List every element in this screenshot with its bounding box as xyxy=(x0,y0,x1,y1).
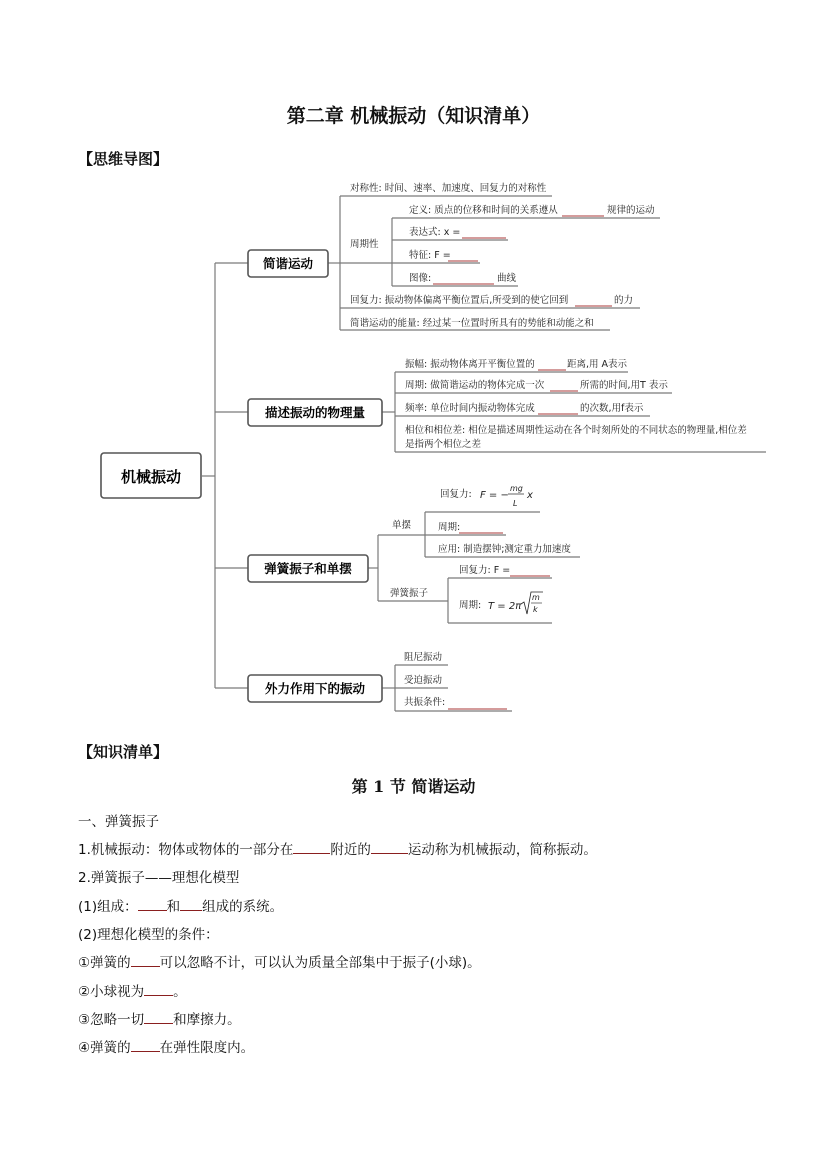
spring-period-formula xyxy=(488,592,543,614)
frequency-suffix: 的次数,用f表示 xyxy=(580,403,644,414)
blank xyxy=(131,952,160,967)
damped-vibration: 阻尼振动 xyxy=(404,652,443,663)
svg-text:m: m xyxy=(532,593,540,602)
paragraph-9: ④弹簧的 在弹性限度内。 xyxy=(78,1036,254,1056)
blank xyxy=(180,896,202,911)
paragraph-6: ①弹簧的 可以忽略不计，可以认为质量全部集中于振子(小球)。 xyxy=(78,951,481,971)
period-suffix: 所需的时间,用T 表示 xyxy=(580,380,668,391)
pendulum-period-label: 周期: xyxy=(438,522,461,533)
svg-text:k: k xyxy=(533,605,538,614)
mindmap-heading: 【思维导图】 xyxy=(78,150,169,168)
feature-text: 特征: F = xyxy=(409,250,451,261)
section-title: 第 1 节 简谐运动 xyxy=(351,777,476,796)
blank xyxy=(371,839,408,854)
branch2-label: 描述振动的物理量 xyxy=(264,405,366,420)
pendulum-label: 单摆 xyxy=(392,520,412,531)
paragraph-8: ③忽略一切 和摩擦力。 xyxy=(78,1008,241,1028)
branch3-label: 弹簧振子和单摆 xyxy=(264,561,352,576)
paragraph-7: ②小球视为 。 xyxy=(78,980,187,1000)
definition-text: 定义: 质点的位移和时间的关系遵从 xyxy=(409,205,558,216)
paragraph-2: 1.机械振动：物体或物体的一部分在 附近的 运动称为机械振动，简称振动。 xyxy=(78,838,597,858)
image-suffix: 曲线 xyxy=(497,273,517,284)
spring-period-label: 周期: xyxy=(459,600,482,611)
branch1-label: 简谐运动 xyxy=(262,256,314,271)
definition-suffix: 规律的运动 xyxy=(607,205,655,216)
paragraph-3: 2.弹簧振子——理想化模型 xyxy=(78,870,240,886)
restore-force-suffix: 的力 xyxy=(614,295,634,306)
amplitude-suffix: 距离,用 A表示 xyxy=(567,359,628,370)
svg-text:T = 2π: T = 2π xyxy=(488,601,522,612)
image-text: 图像: xyxy=(409,273,432,284)
frequency-text: 频率: 单位时间内振动物体完成 xyxy=(405,403,535,414)
svg-text:L: L xyxy=(513,499,518,508)
restore-force-text: 回复力: 振动物体偏离平衡位置后,所受到的使它回到 xyxy=(350,295,569,306)
paragraph-5: (2)理想化模型的条件： xyxy=(78,927,219,943)
amplitude-text: 振幅: 振动物体离开平衡位置的 xyxy=(405,359,535,370)
expression-text: 表达式: x = xyxy=(409,227,461,238)
energy-text: 简谐运动的能量: 经过某一位置时所具有的势能和动能之和 xyxy=(350,318,594,329)
blank xyxy=(144,1009,173,1024)
blank xyxy=(131,1037,160,1052)
page-title: 第二章 机械振动（知识清单） xyxy=(286,105,541,127)
list-heading: 【知识清单】 xyxy=(78,743,169,761)
branch4-label: 外力作用下的振动 xyxy=(264,681,366,696)
symmetry-text: 对称性: 时间、速率、加速度、回复力的对称性 xyxy=(350,183,547,194)
paragraph-4: (1)组成： 和 组成的系统。 xyxy=(78,895,283,915)
forced-vibration: 受迫振动 xyxy=(404,675,443,686)
spring-oscillator-label: 弹簧振子 xyxy=(390,588,429,599)
spring-restore-label: 回复力: F = xyxy=(459,565,511,576)
svg-text:x: x xyxy=(527,490,533,501)
paragraph-1: 一、弹簧振子 xyxy=(78,814,159,830)
pendulum-restore-label: 回复力: xyxy=(440,489,472,500)
root-label: 机械振动 xyxy=(120,468,182,486)
phase-text-line2: 是指两个相位之差 xyxy=(405,439,482,450)
resonance-condition: 共振条件: xyxy=(404,697,446,708)
blank xyxy=(138,896,167,911)
phase-text-line1: 相位和相位差: 相位是描述周期性运动在各个时刻所处的不同状态的物理量,相位差 xyxy=(405,425,747,436)
blank xyxy=(144,981,173,996)
periodicity-label: 周期性 xyxy=(350,239,379,250)
svg-text:mg: mg xyxy=(510,484,523,493)
svg-text:F = −: F = − xyxy=(480,490,509,501)
blank xyxy=(293,839,330,854)
pendulum-application: 应用: 制造摆钟;测定重力加速度 xyxy=(438,544,571,555)
pendulum-restore-formula xyxy=(480,484,533,508)
period-text: 周期: 做简谐运动的物体完成一次 xyxy=(405,380,545,391)
